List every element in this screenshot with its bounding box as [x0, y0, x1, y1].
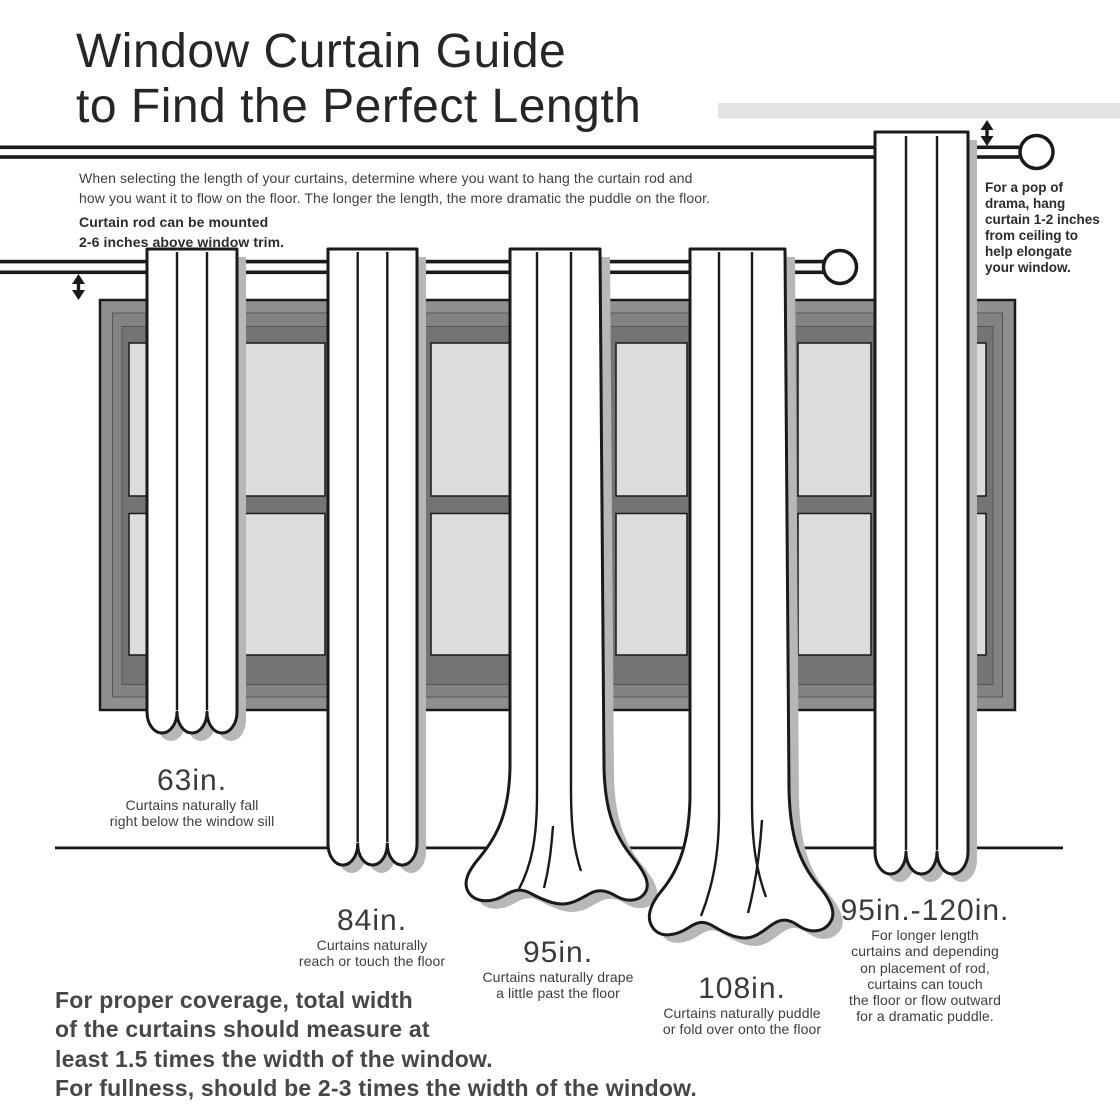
curtain-95-120in-label: 95in.-120in. For longer length curtains and depending on placement of rod, curtains can touch the floor or flow outward for a dramatic puddle. — [805, 894, 1045, 1025]
page-title — [76, 24, 641, 134]
window-pane — [798, 514, 871, 656]
ceiling-drama-note: For a pop of drama, hang curtain 1-2 inches from ceiling to help elongate your window. — [985, 180, 1100, 275]
ceiling-bar — [718, 103, 1120, 119]
curtain-108in-length: 108in. — [698, 972, 786, 1005]
curtain-63in-length: 63in. — [156, 764, 228, 797]
curtain-63in-label: 63in. Curtains naturally fall right below the window sill — [72, 764, 312, 830]
window-pane — [798, 343, 871, 496]
curtain-95in-label: 95in. Curtains naturally drape a little past the floor — [438, 936, 678, 1002]
page-title-line1: Window Curtain Guide — [76, 25, 567, 78]
window-pane — [431, 343, 513, 496]
ceiling-gap-arrow-icon — [981, 120, 994, 146]
curtain-84in — [328, 249, 417, 865]
curtain-84in-length: 84in. — [336, 904, 408, 937]
curtain-95in-length: 95in. — [522, 936, 594, 969]
window-pane — [431, 514, 513, 656]
curtain-95-120in — [875, 132, 968, 874]
curtain-108in-label: 108in. Curtains naturally puddle or fold over onto the floor — [622, 972, 862, 1038]
window-pane — [616, 514, 687, 656]
curtain-95-120in-length: 95in.-120in. — [840, 894, 1010, 927]
curtain-63in — [147, 249, 237, 733]
coverage-note: For proper coverage, total width of the curtains should measure at least 1.5 times the width of the window. For fullness, should be 2-3 times the width of the window. — [55, 987, 697, 1101]
page-title-line2: to Find the Perfect Length — [76, 80, 642, 133]
window-pane — [616, 343, 687, 496]
main-rod-finial — [824, 251, 857, 284]
curtain-84in-label: 84in. Curtains naturally reach or touch the floor — [252, 904, 492, 970]
rod-height-arrow-icon — [72, 274, 85, 300]
upper-rod-finial — [1020, 136, 1053, 169]
intro-text: When selecting the length of your curtains, determine where you want to hang the curtain rod and how you want it to flow on the floor. The longer the length, the more dramatic the puddle on the floor. — [79, 170, 711, 206]
window-pane — [243, 343, 325, 496]
window-pane — [243, 514, 325, 656]
rod-mount-note: Curtain rod can be mounted 2-6 inches above window trim. — [79, 214, 285, 250]
